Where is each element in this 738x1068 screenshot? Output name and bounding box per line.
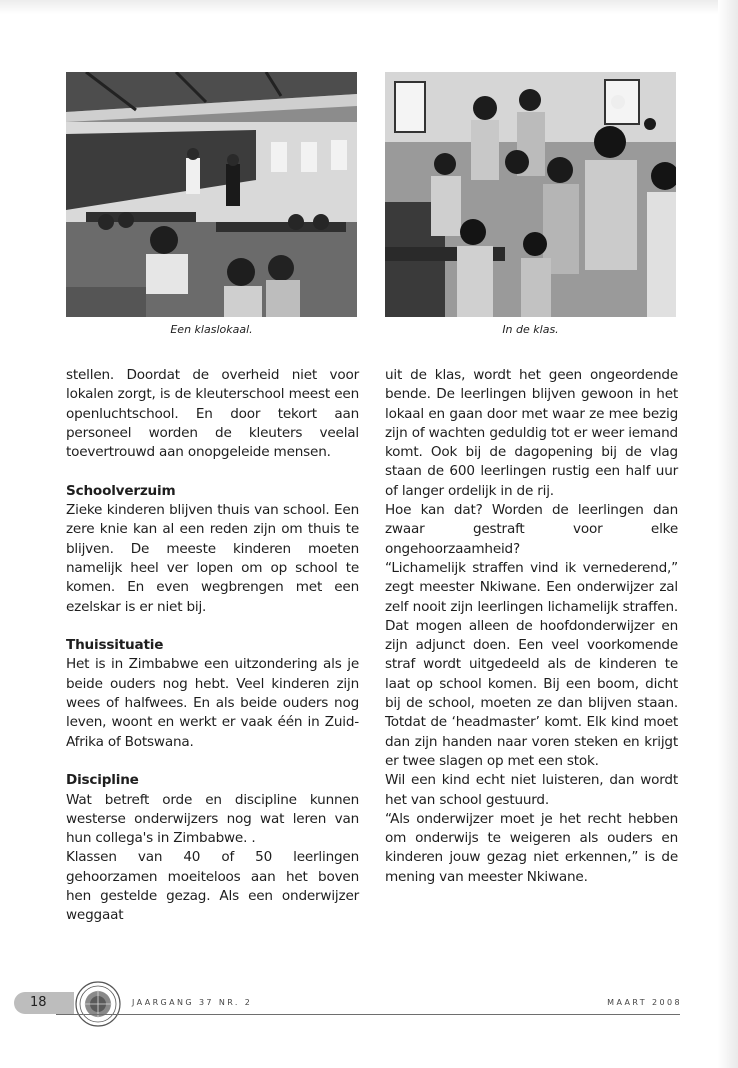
article-paragraph: Zieke kinderen blijven thuis van school. Een zere knie kan al een reden zijn om thuis te blijven. De meeste kinderen moeten namelijk heel ver lopen om op school te komen. En even wegbrengen met een ezelskar is er niet bij. [66, 502, 359, 615]
issue-label: JAARGANG 37 NR. 2 [132, 998, 253, 1007]
issue-date: MAART 2008 [607, 998, 682, 1007]
article-paragraph: stellen. Doordat de overheid niet voor lokalen zorgt, is de kleuterschool meest een openluchtschool. En door tekort aan personeel worden de kleuters veelal toevertrouwd aan onopgeleide mensen. [66, 367, 359, 461]
article-column-right [385, 366, 678, 887]
scan-shadow-top [0, 0, 738, 14]
emblem-seal-icon [74, 980, 122, 1028]
article-paragraph: Het is in Zimbabwe een uitzondering als je beide ouders nog hebt. Veel kinderen zijn wees of halfwees. En als beide ouders nog leven, woont en werkt er vaak één in Zuid-Afrika of Botswana. [66, 656, 359, 750]
article-column-left [66, 366, 359, 926]
section-heading-schoolverzuim: Schoolverzuim [66, 482, 176, 499]
photo-caption-left: Een klaslokaal. [170, 323, 253, 336]
pupils-photo [385, 72, 676, 317]
article-paragraph: uit de klas, wordt het geen ongeordende bende. De leerlingen blijven gewoon in het lokaal en gaan door met waar ze mee bezig zijn of wachten geduldig tot er weer iemand komt. Ook bij de dagopening bij de vlag staan de 600 leerlingen rustig een half uur of langer ordelijk in de rij. [385, 367, 678, 499]
classroom-photo [66, 72, 357, 317]
photo-caption-right: In de klas. [502, 323, 559, 336]
scan-shadow-right [718, 0, 738, 1068]
article-paragraph: Wat betreft orde en discipline kunnen westerse onderwijzers nog wat leren van hun collega's in Zimbabwe. . [66, 791, 359, 847]
article-paragraph: “Lichamelijk straffen vind ik vernederend,” zegt meester Nkiwane. Een onderwijzer zal zelf nooit zijn leerlingen lichamelijk straffen. Dat mogen alleen de hoofdonderwijzer en zijn adjunct doen. Een veel voorkomende straf wordt uitgedeeld als de kinderen te laat op school komen. Bij een boom, dicht bij de school, moeten ze dan blijven staan. Totdat de ‘headmaster’ komt. Elk kind moet dan zijn handen naar voren steken en krijgt er twee slagen op met een stok. [385, 559, 678, 769]
article-paragraph: Klassen van 40 of 50 leerlingen gehoorzamen moeiteloos aan het boven hen gestelde gezag. Als een onderwijzer weggaat [66, 849, 359, 924]
article-paragraph: Hoe kan dat? Worden de leerlingen dan zwaar gestraft voor elke ongehoorzaamheid? [385, 502, 678, 557]
section-heading-thuissituatie: Thuissituatie [66, 637, 164, 654]
article-paragraph: “Als onderwijzer moet je het recht hebben om onderwijs te weigeren als ouders en kinderen jouw gezag niet erkennen,” is de mening van meester Nkiwane. [385, 810, 678, 885]
footer-rule [56, 1014, 680, 1015]
article-paragraph: Wil een kind echt niet luisteren, dan wordt het van school gestuurd. [385, 772, 678, 808]
page-number: 18 [14, 992, 74, 1014]
section-heading-discipline: Discipline [66, 772, 139, 789]
